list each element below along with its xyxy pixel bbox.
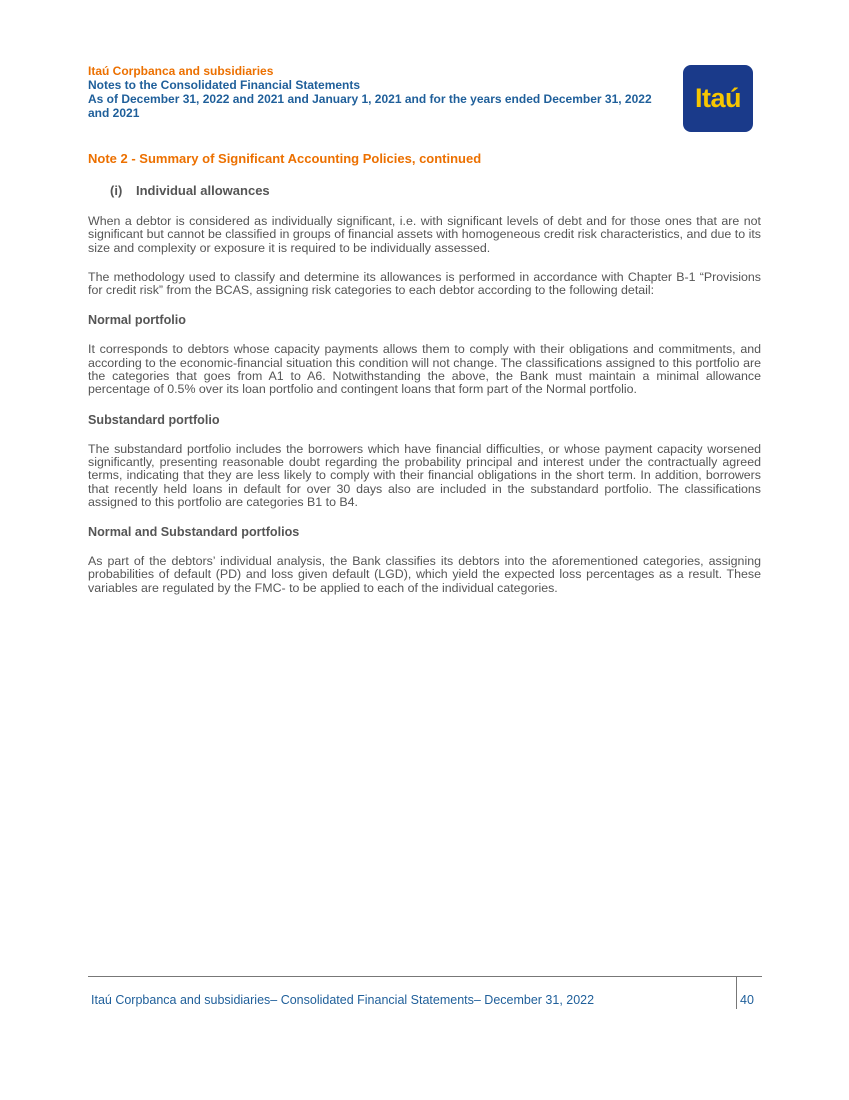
paragraph-substandard-portfolio: The substandard portfolio includes the borrowers which have financial difficulties, or whose payment capacity worsened significantly, presenting reasonable doubt regarding the probability principal and interest under the contractually agreed terms, indicating that they are less likely to comply with their financial obligations in the short term. In addition, borrowers that recently held loans in default for over 30 days also are included in the substandard portfolio. The classifications assigned to this portfolio are categories B1 to B4. (88, 441, 761, 509)
subsection-title: Individual allowances (136, 183, 270, 198)
period-line-2: and 2021 (88, 106, 140, 120)
section-heading-substandard: Substandard portfolio (88, 412, 220, 427)
subsection-number: (i) (110, 183, 123, 198)
section-heading-normal: Normal portfolio (88, 313, 186, 328)
note-title: Note 2 - Summary of Significant Accounting Policies, continued (88, 151, 482, 166)
itau-logo (683, 65, 753, 132)
subsection-heading (110, 183, 761, 199)
logo-text: Itaú (694, 83, 741, 113)
footer-page-divider (736, 977, 737, 1009)
notes-title: Notes to the Consolidated Financial Statements (88, 78, 361, 92)
document-header (88, 64, 688, 120)
paragraph-normal-substandard: As part of the debtors’ individual analysis, the Bank classifies its debtors into the aforementioned categories, assigning probabilities of default (PD) and loss given default (LGD), which yield the expected loss percentages as a result. These variables are regulated by the FMC- to be applied to each of the individual categories. (88, 554, 761, 595)
footer-divider (88, 976, 762, 977)
section-heading-normal-substandard: Normal and Substandard portfolios (88, 525, 300, 540)
company-name: Itaú Corpbanca and subsidiaries (88, 64, 274, 78)
footer-text: Itaú Corpbanca and subsidiaries– Consolidated Financial Statements– December 31, 2022 (91, 993, 595, 1007)
page-number: 40 (740, 993, 754, 1007)
paragraph-methodology: The methodology used to classify and determine its allowances is performed in accordance with Chapter B-1 “Provisions for credit risk” from the BCAS, assigning risk categories to each debtor according to the following detail: (88, 269, 761, 298)
period-line-1: As of December 31, 2022 and 2021 and January 1, 2021 and for the years ended December 31, 2022 (88, 92, 652, 106)
paragraph-normal-portfolio: It corresponds to debtors whose capacity payments allows them to comply with their obligations and commitments, and according to the economic-financial situation this condition will not change. The classifications assigned to this portfolio are the categories that goes from A1 to A6. Notwithstanding the above, the Bank must maintain a minimal allowance percentage of 0.5% over its loan portfolio and contingent loans that form part of the Normal portfolio. (88, 342, 761, 397)
document-body (88, 183, 761, 611)
paragraph-individual-significance: When a debtor is considered as individually significant, i.e. with significant levels of debt and for those ones that are not significant but cannot be classified in groups of financial assets with homogeneous credit risk characteristics, and due to its size and complexity or exposure it is required to be individually assessed. (88, 214, 761, 255)
